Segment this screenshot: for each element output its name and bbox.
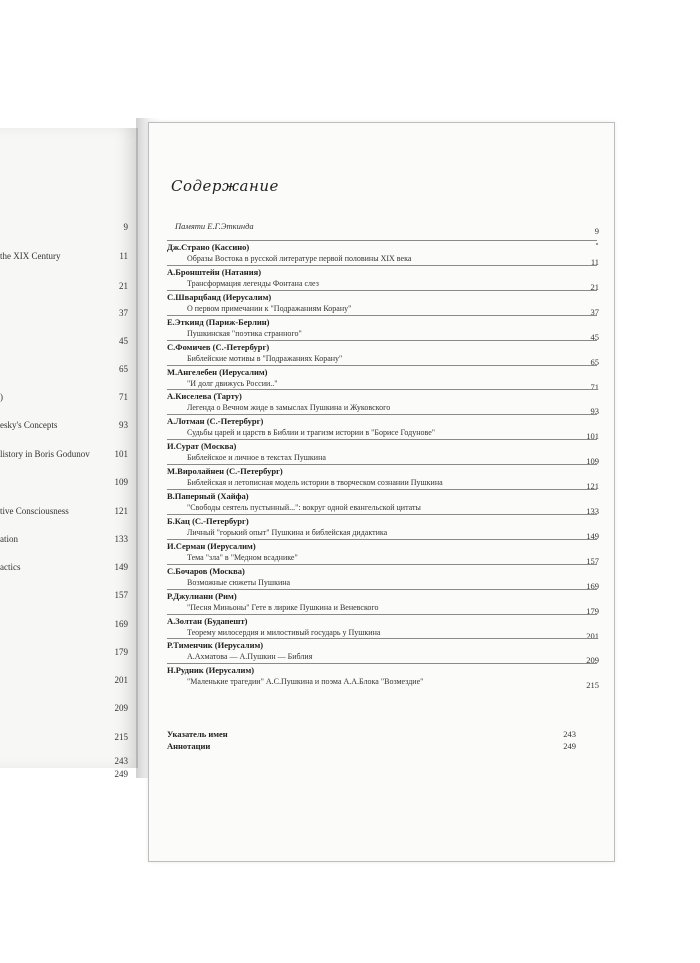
toc-entry[interactable] <box>149 640 614 664</box>
facing-page-left <box>0 128 138 779</box>
entry-divider <box>167 638 597 639</box>
entry-title: О первом примечании к "Подражаниям Корану" <box>187 304 352 313</box>
entry-divider <box>167 365 597 366</box>
toc-entry[interactable] <box>149 267 614 291</box>
entry-title: Судьбы царей и царств в Библии и трагизм истории в "Борисе Годунове" <box>187 428 436 437</box>
entry-author: Р.Джулиани (Рим) <box>167 591 237 601</box>
page-number: 157 <box>586 556 599 566</box>
page-number: 133 <box>586 506 599 516</box>
entry-author: Б.Кац (С.-Петербург) <box>167 516 249 526</box>
entry-divider <box>167 414 597 415</box>
page-number: 93 <box>590 406 599 416</box>
entry-title: Библейские мотивы в "Подражаниях Корану" <box>187 354 343 363</box>
entry-title: Образы Востока в русской литературе первой половины XIX века <box>187 254 412 263</box>
page-number: 37 <box>590 307 599 317</box>
entry-title: Трансформация легенды Фонтана слез <box>187 279 319 288</box>
entry-divider <box>167 340 597 341</box>
facing-page-number: 215 <box>114 732 128 742</box>
page-number: 169 <box>586 581 599 591</box>
entry-author: А.Лотман (С.-Петербург) <box>167 416 264 426</box>
toc-entry[interactable] <box>149 242 614 266</box>
page-number: 45 <box>590 332 599 342</box>
facing-page-number: 101 <box>114 449 128 459</box>
backmatter-title: Аннотации <box>167 741 211 751</box>
page-title: Содержание <box>171 177 279 195</box>
toc-entry[interactable] <box>149 541 614 565</box>
entry-author: И.Сурат (Москва) <box>167 441 237 451</box>
memorial-title: Памяти Е.Г.Эткинда <box>175 221 254 231</box>
facing-page-number: 9 <box>123 222 128 232</box>
facing-toc-text: ation <box>0 534 18 544</box>
entry-divider <box>167 389 597 390</box>
entry-title: "Маленькие трагедии" А.С.Пушкина и поэма А.А.Блока "Возмездие" <box>187 677 424 686</box>
page-number: 65 <box>590 357 599 367</box>
facing-page-number: 149 <box>114 562 128 572</box>
entry-divider <box>167 439 597 440</box>
page-number: 11 <box>590 257 599 267</box>
facing-page-number: 169 <box>114 619 128 629</box>
entry-title: "Свободы сеятель пустынный...": вокруг одной евангельской цитаты <box>187 503 421 512</box>
page-number: 101 <box>586 431 599 441</box>
entry-divider <box>167 265 597 266</box>
entry-title: А.Ахматова — А.Пушкин — Библия <box>187 652 313 661</box>
facing-page-number: 93 <box>119 420 128 430</box>
entry-author: Дж.Страно (Кассино) <box>167 242 250 252</box>
entry-title: Теорему милосердия и милостивый государь у Пушкина <box>187 628 381 637</box>
toc-entry-memorial[interactable] <box>149 221 614 236</box>
toc-entry[interactable] <box>149 367 614 391</box>
contents-page <box>148 122 615 862</box>
page-number: 179 <box>586 606 599 616</box>
toc-entry[interactable] <box>149 665 614 689</box>
page-number: 243 <box>563 729 576 739</box>
toc-entry-backmatter[interactable] <box>149 741 614 753</box>
entry-divider <box>167 564 597 565</box>
entry-title: "Песня Миньоны" Гете в лирике Пушкина и Веневского <box>187 603 379 612</box>
page-number: 71 <box>590 382 599 392</box>
entry-author: Р.Тименчик (Иерусалим) <box>167 640 264 650</box>
facing-toc-text: the XIX Century <box>0 251 61 261</box>
entry-divider <box>167 240 597 241</box>
entry-divider <box>167 589 597 590</box>
entry-title: Библейская и летописная модель истории в творческом сознании Пушкина <box>187 478 443 487</box>
facing-page-number: 71 <box>119 392 128 402</box>
facing-page-number: 109 <box>114 477 128 487</box>
entry-divider <box>167 315 597 316</box>
toc-entry[interactable] <box>149 466 614 490</box>
page-number: 9 <box>594 226 599 236</box>
toc-entry[interactable] <box>149 566 614 590</box>
entry-title: Пушкинская "поэтика странного" <box>187 329 302 338</box>
speck <box>596 243 598 245</box>
toc-entry[interactable] <box>149 317 614 341</box>
facing-toc-text: actics <box>0 562 21 572</box>
page-number: 121 <box>586 481 599 491</box>
toc-entry-backmatter[interactable] <box>149 729 614 741</box>
entry-title: Личный "горький опыт" Пушкина и библейская дидактика <box>187 528 388 537</box>
facing-page-number: 121 <box>114 506 128 516</box>
facing-toc-text: listory in Boris Godunov <box>0 449 90 459</box>
page-number: 109 <box>586 456 599 466</box>
entry-author: И.Серман (Иерусалим) <box>167 541 256 551</box>
entry-divider <box>167 489 597 490</box>
page-number: 215 <box>586 680 599 690</box>
page-number: 249 <box>563 741 576 751</box>
page-number: 149 <box>586 531 599 541</box>
backmatter-title: Указатель имен <box>167 729 228 739</box>
entry-divider <box>167 464 597 465</box>
facing-page-number: 133 <box>114 534 128 544</box>
entry-author: В.Паперный (Хайфа) <box>167 491 249 501</box>
facing-toc-text: esky's Concepts <box>0 420 58 430</box>
facing-page-number: 65 <box>119 364 128 374</box>
entry-author: М.Виролайнен (С.-Петербург) <box>167 466 283 476</box>
facing-page-number: 45 <box>119 336 128 346</box>
toc-entry[interactable] <box>149 491 614 515</box>
toc-entry[interactable] <box>149 516 614 540</box>
page-number: 21 <box>590 282 599 292</box>
entry-divider <box>167 614 597 615</box>
entry-author: С.Бочаров (Москва) <box>167 566 245 576</box>
entry-author: А.Киселева (Тарту) <box>167 391 242 401</box>
facing-page-number: 21 <box>119 281 128 291</box>
facing-page-number: 249 <box>114 769 128 779</box>
entry-title: Легенда о Вечном жиде в замыслах Пушкина и Жуковского <box>187 403 391 412</box>
toc-entry[interactable] <box>149 616 614 640</box>
facing-toc-text: ) <box>0 392 3 402</box>
page-number: 209 <box>586 655 599 665</box>
entry-author: А.Золтан (Будапешт) <box>167 616 248 626</box>
toc-entry[interactable] <box>149 591 614 615</box>
toc-entry[interactable] <box>149 342 614 366</box>
page-number: 201 <box>586 631 599 641</box>
entry-title: "И долг движусь России.." <box>187 379 278 388</box>
facing-page-number: 11 <box>119 251 128 261</box>
entry-title: Тема "зла" в "Медном всаднике" <box>187 553 298 562</box>
facing-page-number: 209 <box>114 703 128 713</box>
entry-author: Н.Рудник (Иерусалим) <box>167 665 255 675</box>
toc-entry[interactable] <box>149 441 614 465</box>
entry-author: А.Бронштейн (Натания) <box>167 267 262 277</box>
toc-entry[interactable] <box>149 416 614 440</box>
entry-author: М.Ангелебен (Иерусалим) <box>167 367 268 377</box>
entry-divider <box>167 539 597 540</box>
facing-page-number: 37 <box>119 308 128 318</box>
entry-title: Библейское и личное в текстах Пушкина <box>187 453 326 462</box>
facing-page-number: 157 <box>114 590 128 600</box>
entry-author: Е.Эткинд (Париж-Берлин) <box>167 317 270 327</box>
toc-entry[interactable] <box>149 391 614 415</box>
facing-page-number: 243 <box>114 756 128 766</box>
entry-author: С.Шварцбанд (Иерусалим) <box>167 292 272 302</box>
entry-author: С.Фомичев (С.-Петербург) <box>167 342 270 352</box>
facing-page-number: 179 <box>114 647 128 657</box>
entry-divider <box>167 663 597 664</box>
entry-divider <box>167 514 597 515</box>
facing-page-number: 201 <box>114 675 128 685</box>
facing-toc-text: tive Consciousness <box>0 506 69 516</box>
entry-title: Возможные сюжеты Пушкина <box>187 578 291 587</box>
toc-entry[interactable] <box>149 292 614 316</box>
entry-divider <box>167 290 597 291</box>
